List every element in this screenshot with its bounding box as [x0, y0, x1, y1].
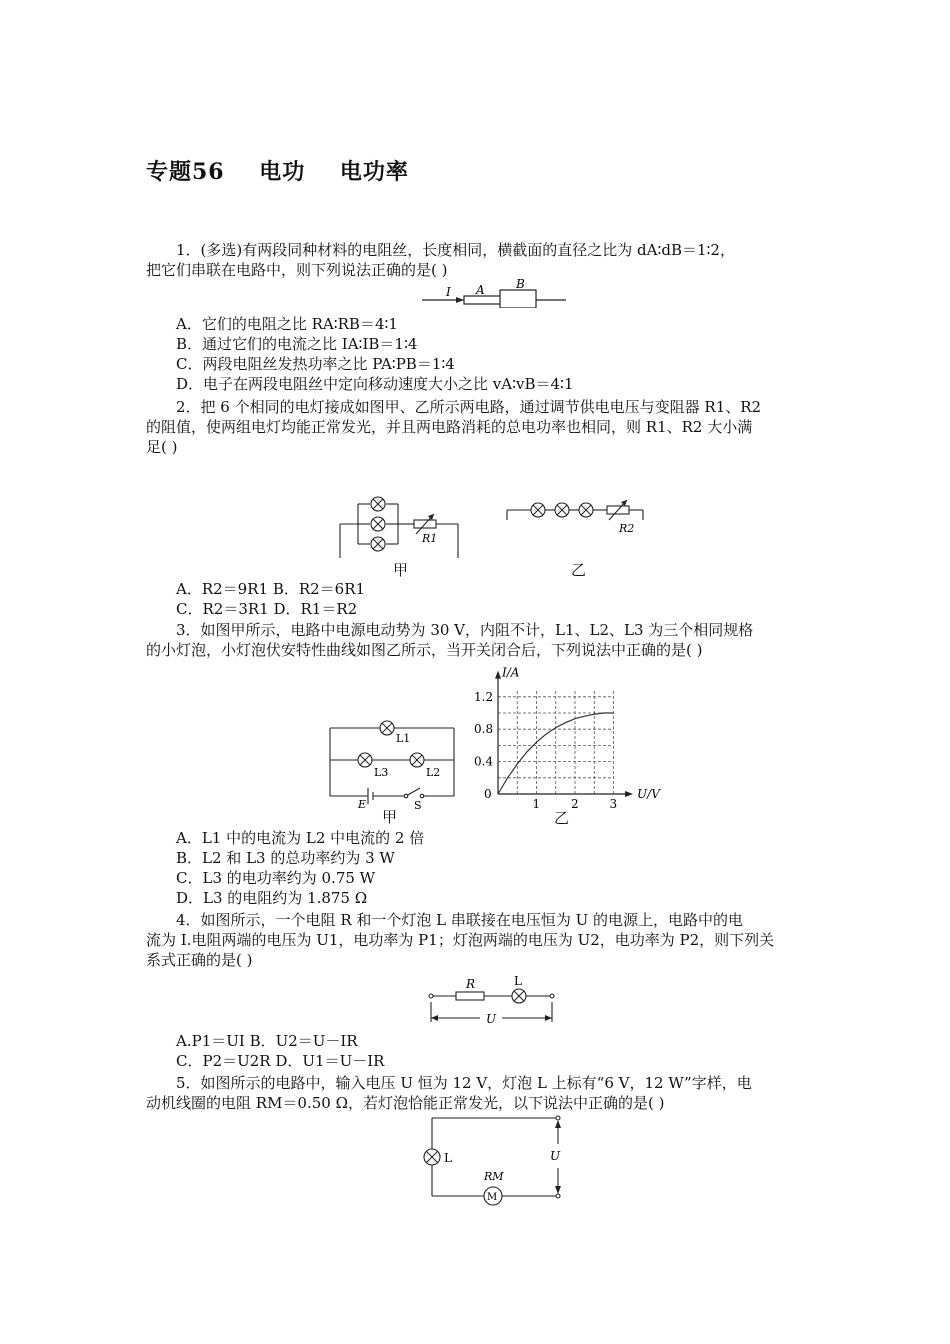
q2-caption-jia: 甲 — [393, 561, 409, 579]
q4-options-ab: A.P1＝UI B．U2＝U－IR — [176, 1032, 358, 1050]
chart-x-tick-label: 2 — [571, 797, 579, 808]
q4-fig-label-u: U — [486, 1012, 497, 1026]
chart-y-arrow — [495, 671, 501, 679]
chart-y-tick-label: 0.4 — [474, 754, 494, 769]
chart-y-label: I/A — [502, 665, 520, 680]
q3-circuit-label-l3: L3 — [374, 766, 389, 779]
q4-stem-line3: 系式正确的是( ) — [146, 951, 253, 969]
q5-fig-label-u: U — [550, 1149, 561, 1163]
q1-stem-line1: 1．(多选)有两段同种材料的电阻丝，长度相同，横截面的直径之比为 dA∶dB＝1∶2， — [176, 241, 735, 259]
q2-options-ab: A．R2＝9R1 B．R2＝6R1 — [176, 580, 366, 598]
chart-grid — [498, 689, 614, 794]
q3-circuit-label-l2: L2 — [426, 766, 441, 779]
q3-stem-line2: 的小灯泡，小灯泡伏安特性曲线如图乙所示，当开关闭合后，下列说法中正确的是( ) — [146, 641, 703, 659]
q4-figure-series — [426, 970, 562, 1030]
q3-iv-chart — [466, 658, 666, 808]
q3-option-a: A．L1 中的电流为 L2 中电流的 2 倍 — [176, 829, 425, 847]
q2-stem-line2: 的阻值，使两组电灯均能正常发光，并且两电路消耗的总电功率也相同，则 R1、R2 大小满 — [146, 418, 753, 436]
q1-option-c: C．两段电阻丝发热功率之比 PA∶PB＝1∶4 — [176, 355, 455, 373]
q2-fig-label-r2: R2 — [619, 522, 635, 535]
q1-fig-label-a: A — [476, 283, 485, 297]
page-title: 专题56 电功 电功率 — [146, 159, 409, 185]
chart-x-tick-label: 1 — [532, 797, 541, 808]
q2-caption-yi: 乙 — [571, 561, 587, 579]
chart-y-tick-label: 0.8 — [474, 722, 494, 737]
q2-options-cd: C．R2＝3R1 D．R1＝R2 — [176, 600, 358, 618]
q4-fig-label-l: L — [514, 974, 522, 988]
q3-caption-jia: 甲 — [382, 808, 398, 826]
q3-caption-yi: 乙 — [554, 809, 570, 827]
chart-y-tick-label: 1.2 — [474, 689, 494, 704]
chart-x-label: U/V — [637, 787, 660, 801]
chart-x-arrow — [625, 791, 633, 797]
chart-origin-label: 0 — [484, 787, 492, 801]
q3-circuit-label-s: S — [414, 799, 422, 810]
q1-fig-label-b: B — [516, 278, 525, 291]
q3-option-b: B．L2 和 L3 的总功率约为 3 W — [176, 849, 395, 867]
q2-fig-label-r1: R1 — [422, 532, 438, 545]
q3-circuit-label-e: E — [358, 798, 367, 810]
q3-option-c: C．L3 的电功率约为 0.75 W — [176, 869, 376, 887]
q3-circuit-jia — [326, 714, 458, 810]
q1-option-d: D．电子在两段电阻丝中定向移动速度大小之比 vA∶vB＝4∶1 — [176, 375, 574, 393]
q5-fig-label-l: L — [444, 1151, 452, 1165]
q4-options-cd: C．P2＝U2R D．U1＝U－IR — [176, 1052, 385, 1070]
chart-x-tick-label: 3 — [609, 797, 618, 808]
q1-option-a: A．它们的电阻之比 RA∶RB＝4∶1 — [176, 315, 398, 333]
q5-fig-label-rm: RM — [484, 1170, 504, 1183]
q3-circuit-label-l1: L1 — [396, 732, 411, 745]
q1-option-b: B．通过它们的电流之比 IA∶IB＝1∶4 — [176, 335, 418, 353]
q2-stem-line1: 2．把 6 个相同的电灯接成如图甲、乙所示两电路，通过调节供电电压与变阻器 R1、R2 — [176, 398, 762, 416]
q1-fig-label-i: I — [446, 285, 451, 299]
q5-stem-line1: 5．如图所示的电路中，输入电压 U 恒为 12 V，灯泡 L 上标有“6 V，12 W”字样，电 — [176, 1074, 752, 1092]
q5-stem-line2: 动机线圈的电阻 RM＝0.50 Ω，若灯泡恰能正常发光，以下说法中正确的是( ) — [146, 1094, 665, 1112]
q2-figure-yi — [503, 496, 653, 540]
q2-stem-line3: 足( ) — [146, 438, 178, 456]
q1-figure-resistors — [420, 278, 570, 308]
q5-figure-motor-circuit — [420, 1110, 580, 1212]
q3-option-d: D．L3 的电阻约为 1.875 Ω — [176, 889, 368, 907]
q4-fig-label-r: R — [466, 977, 476, 991]
q4-stem-line1: 4．如图所示，一个电阻 R 和一个灯泡 L 串联接在电压恒为 U 的电源上，电路中的电 — [176, 911, 744, 929]
q1-stem-line2: 把它们串联在电路中，则下列说法正确的是( ) — [146, 261, 448, 279]
q5-fig-motor-m: M — [487, 1192, 498, 1203]
q3-stem-line1: 3．如图甲所示，电路中电源电动势为 30 V，内阻不计，L1、L2、L3 为三个相同规格 — [176, 621, 754, 639]
q4-stem-line2: 流为 I.电阻两端的电压为 U1，电功率为 P1；灯泡两端的电压为 U2，电功率为 P2，则下列关 — [146, 931, 775, 949]
